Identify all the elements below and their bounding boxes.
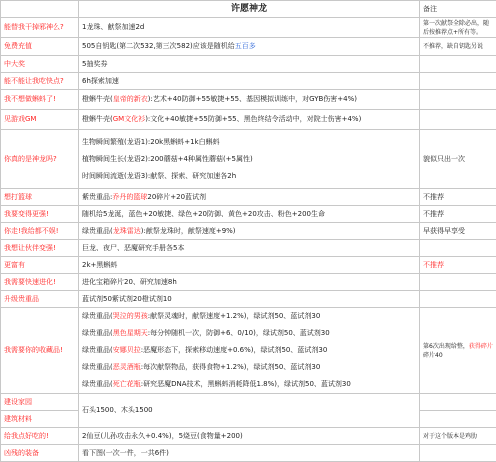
wish-note: 不推荐: [420, 189, 496, 206]
wish-reward: [79, 189, 420, 206]
wish-note: 不推荐: [420, 257, 496, 274]
wish-question[interactable]: 你真的是神龙吗?: [1, 130, 79, 189]
wish-reward: [79, 308, 420, 394]
wish-note: [420, 411, 496, 428]
wish-question[interactable]: 想打篮球: [1, 189, 79, 206]
wish-note: 貌似只出一次: [420, 130, 496, 189]
reward-text: 橙蝌牛壳(: [82, 115, 113, 123]
header-empty-cell: [1, 1, 79, 18]
wish-reward: 石头1500、木头1500: [79, 394, 420, 428]
reward-line: 生物瞬间繁殖(龙语1):20k黑蝌蚪+1k白蝌蚪: [82, 138, 416, 147]
wish-question[interactable]: 免费充值: [1, 38, 79, 56]
wish-question[interactable]: 我要变得更强!: [1, 206, 79, 223]
wish-question[interactable]: 我需要你的收藏品!: [1, 308, 79, 394]
wish-note: [420, 291, 496, 308]
wish-reward: [79, 130, 420, 189]
collectible-name: 恶灵酒瓶: [113, 363, 141, 371]
collectible-line: 绿贵重品(安娜贝拉:恶魔形态下，探索移动速度+0.6%)，绿试剂50、蓝试剂30: [82, 346, 416, 355]
wish-question[interactable]: 你走!我给都不娱!: [1, 223, 79, 240]
wish-note: [420, 394, 496, 411]
wish-reward: 巨龙、夜尸、恶魔研究手册各5本: [79, 240, 420, 257]
sheet-title: 许愿神龙: [79, 1, 420, 18]
reward-text: ):献祭龙珠时，献祭速度+9%): [141, 227, 236, 235]
collectible-line: 绿贵重品(死亡花瓶:研究恶魔DNA技术，黑蝌蚪消耗降低1.8%)，绿试剂50、蓝试剂30: [82, 380, 416, 389]
wish-reward: 1龙珠、献祭加速2d: [79, 18, 420, 38]
reward-text: 20碎片+20蓝试剂: [147, 193, 206, 201]
reward-item-name: 皇帝的新衣: [113, 95, 148, 103]
wish-reward: 5抽奖券: [79, 56, 420, 73]
wish-question[interactable]: 更富有: [1, 257, 79, 274]
wish-question[interactable]: 凶残的装备: [1, 445, 79, 462]
wish-note: 对于这个版本是鸡肋: [420, 428, 496, 445]
wish-question[interactable]: 见游戏GM: [1, 110, 79, 130]
wish-note: 早获得早享受: [420, 223, 496, 240]
wish-question[interactable]: 我需要快速进化!: [1, 274, 79, 291]
collectible-name: 哭泣的男孩: [113, 312, 148, 320]
wish-reward: 看下图(一次一件，一共6件): [79, 445, 420, 462]
wish-question[interactable]: 建筑材料: [1, 411, 79, 428]
wish-question[interactable]: 能不能让我吃快点?: [1, 73, 79, 90]
wish-note: 第6次出现给整，获得碎片碎片40: [420, 308, 496, 394]
reward-line: 植物瞬间生长(龙语2):200蘑菇+4种属性蘑菇(+5属性): [82, 155, 416, 164]
wish-note: 第一次献祭全除必出，随后按推荐点+所有等。: [420, 18, 496, 38]
reward-highlight: 五百多: [235, 42, 256, 50]
wish-reward: 6h探索加速: [79, 73, 420, 90]
wish-question[interactable]: 我想让伙伴变强!: [1, 240, 79, 257]
collectible-line: 绿贵重品(黑色星期天:每分钟随机一次，防御+6、0/10)，绿试剂50、蓝试剂30: [82, 329, 416, 338]
wish-reward: 随机给5龙涎，蓝色+20敏捷、绿色+20防御、黄色+20攻击、粉色+200生命: [79, 206, 420, 223]
reward-text: 绿贵重品(: [82, 227, 113, 235]
reward-text: 505自钥匙(第二次532,第三次582)应该是随机给: [82, 42, 235, 50]
wish-note: [420, 445, 496, 462]
wish-reward: 进化宝箱碎片20、研究加速8h: [79, 274, 420, 291]
collectible-name: 死亡花瓶: [113, 380, 141, 388]
notes-header: 备注: [420, 1, 496, 18]
wish-reward: 蓝试剂50紫试剂20橙试剂10: [79, 291, 420, 308]
wish-note: 不推荐，缺自钥匙另说: [420, 38, 496, 56]
wish-note: [420, 240, 496, 257]
wish-question[interactable]: 我不想做蝌蚪了!: [1, 90, 79, 110]
reward-item-name: 乔丹的篮球: [112, 193, 147, 201]
wish-reward: [79, 110, 420, 130]
wish-note: [420, 274, 496, 291]
reward-text: ):文化+40敏捷+55防御+55、黑色终结令活动中，对院士伤害+4%): [145, 115, 361, 123]
reward-text: ):艺术+40防御+55敏捷+55、基因模拟训练中，对GYB伤害+4%): [148, 95, 357, 103]
wish-note: 不推荐: [420, 206, 496, 223]
wish-note: [420, 110, 496, 130]
reward-item-name: GM文化衫: [113, 115, 145, 123]
collectible-line: 绿贵重品(恶灵酒瓶:每次献祭物品，获得食物+1.2%)，绿试剂50、蓝试剂30: [82, 363, 416, 372]
wish-question[interactable]: 升级贵重品: [1, 291, 79, 308]
wish-note: [420, 56, 496, 73]
wish-reward: [79, 38, 420, 56]
wish-reward: 2k+黑蝌蚪: [79, 257, 420, 274]
collectible-name: 安娜贝拉: [113, 346, 141, 354]
reward-line: 时间瞬间流逝(龙语3):献祭、探索、研究加速各2h: [82, 172, 416, 181]
wish-question[interactable]: 能替我干掉邪神么?: [1, 18, 79, 38]
reward-text: 紫贵重品:: [82, 193, 112, 201]
collectible-line: 绿贵重品(哭泣的男孩:献祭灵魂时，献祭速度+1.2%)，绿试剂50、蓝试剂30: [82, 312, 416, 321]
wish-note: [420, 90, 496, 110]
wish-question[interactable]: 建设家园: [1, 394, 79, 411]
wish-reward: 2仙豆(儿孙攻击永久+0.4%)，5烧豆(食物量+200): [79, 428, 420, 445]
wish-reward: [79, 223, 420, 240]
wish-note: [420, 73, 496, 90]
wish-question[interactable]: 中大奖: [1, 56, 79, 73]
reward-item-name: 龙珠雷达: [113, 227, 141, 235]
wish-question[interactable]: 给我点好吃的!: [1, 428, 79, 445]
wish-reward: [79, 90, 420, 110]
reward-text: 橙蝌牛壳(: [82, 95, 113, 103]
collectible-name: 黑色星期天: [113, 329, 148, 337]
